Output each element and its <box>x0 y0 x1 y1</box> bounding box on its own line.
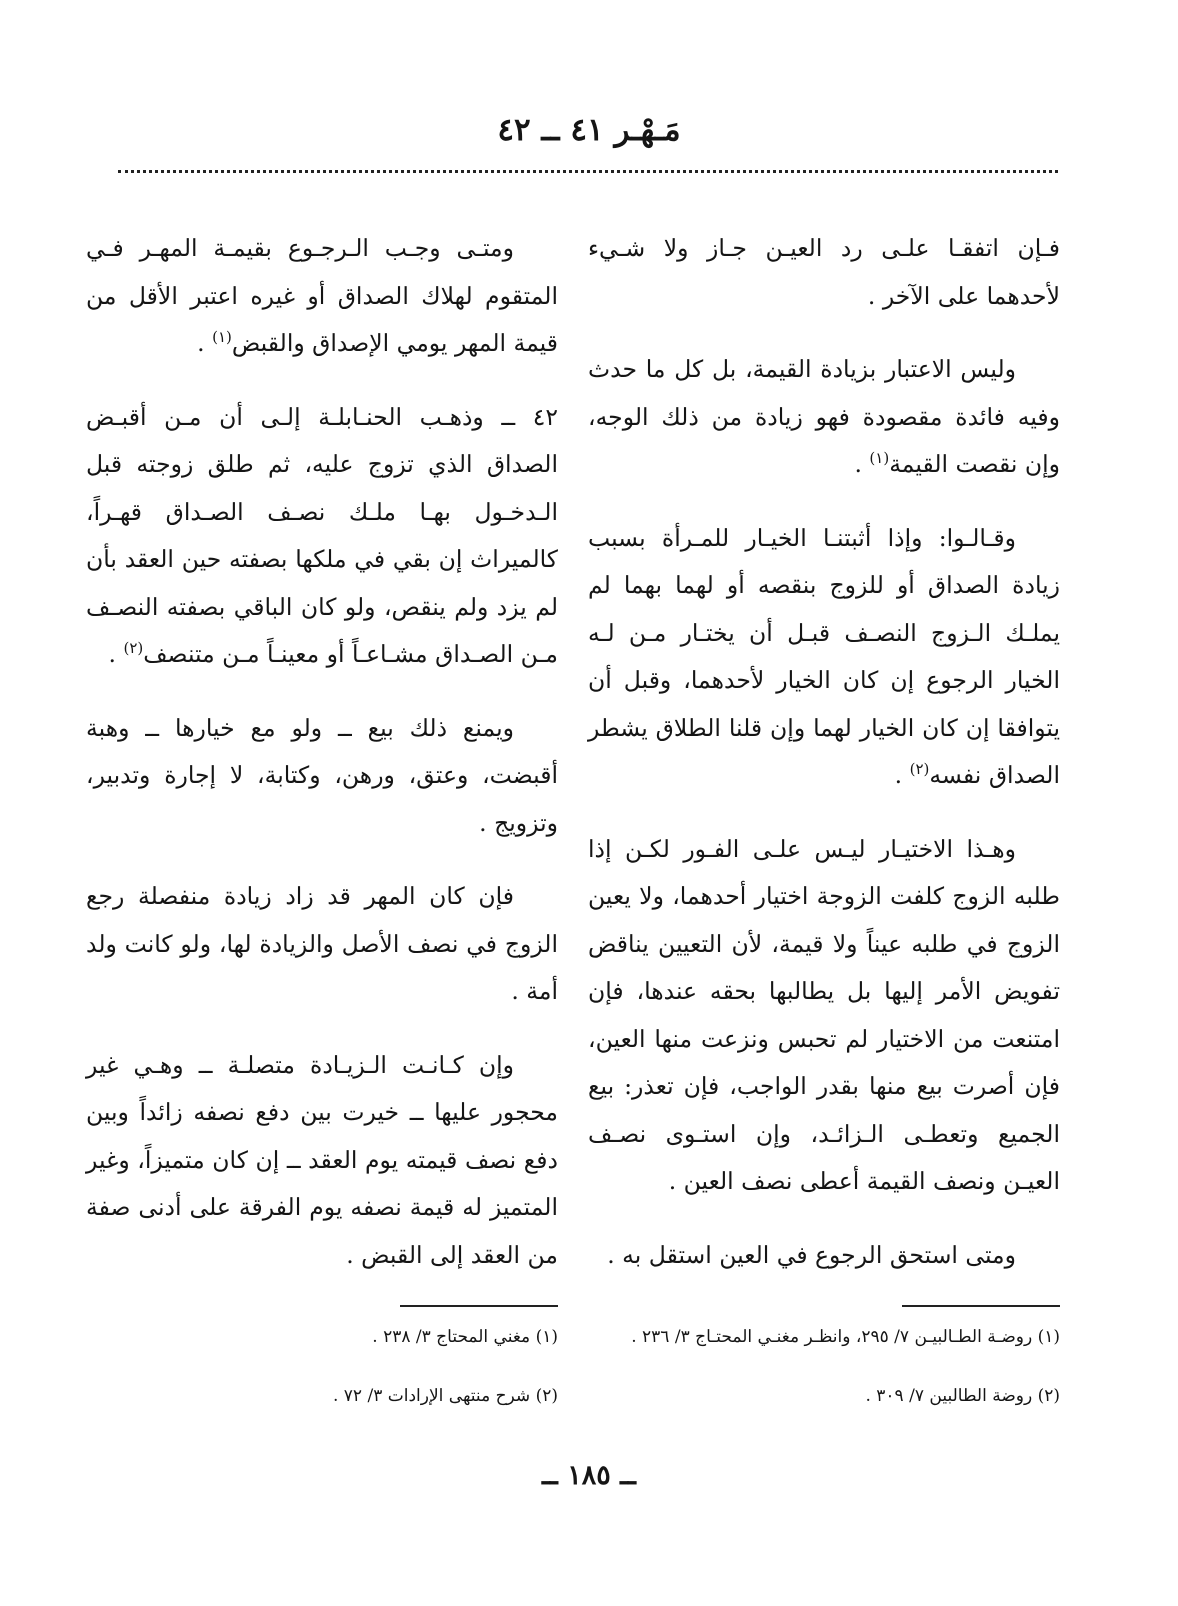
footnote-marker: (٢) <box>909 760 930 779</box>
paragraph: وقـالـوا: وإذا أثبتنـا الخيـار للمـرأة بسبب زيادة الصداق أو للزوج بنقصه أو لهما بهما لم يملـك الـزوج النصـف قبـل أن يختـار مـن لـه الخيار الرجوع إن كان الخيار لأحدهما، وقبل أن يتوافقا إن كان الخيار لهما وإن قلنا الطلاق يشطر الصداق نفسه$^{(٢)}$ . <box>588 523 1060 789</box>
footnote: (٢) شرح منتهى الإرادات ٣/ ٧٢ . <box>332 1386 558 1406</box>
paragraph: فإن كان المهر قد زاد زيادة منفصلة رجع الزوج في نصف الأصل والزيادة لها، ولو كانت ولد أمة . <box>86 882 558 1005</box>
paragraph: فـإن اتفقـا علـى رد العيـن جـاز ولا شـيء لأحدهما على الآخر . <box>588 234 1060 310</box>
running-header: مَـهْـر ٤١ ــ ٤٢ <box>497 112 681 148</box>
paragraph: ومتـى وجـب الـرجـوع بقيمـة المهـر فـي المتقوم لهلاك الصداق أو غيره اعتبر الأقل من قيمة المهر يومي الإصداق والقبض$^{(١)}$ . <box>86 234 558 357</box>
paragraph: ومتى استحق الرجوع في العين استقل به . <box>607 1240 1016 1269</box>
paragraph: ٤٢ ــ وذهـب الحنـابلـة إلـى أن مـن أقبـض الصداق الذي تزوج عليه، ثم طلق زوجته قبل الـدخـول بهـا ملـك نصـف الصـداق قهـراً، كالميراث إن بقي في ملكها بصفته حين العقد بأن لم يزد ولم ينقص، ولو كان الباقي بصفته النصـف مـن الصـداق مشـاعـاً أو معينـاً مـن متنصف$^{(٢)}$ . <box>86 402 558 668</box>
footnote-rule <box>902 1305 1060 1307</box>
footnote-marker: (٢) <box>123 639 144 658</box>
footnote: (٢) روضة الطالبين ٧/ ٣٠٩ . <box>865 1386 1060 1406</box>
left-column <box>86 225 558 1439</box>
right-column <box>588 225 1060 1439</box>
footnote-rule <box>400 1305 558 1307</box>
header-dotted-rule <box>118 170 1058 173</box>
footnote-marker: (١) <box>869 449 890 468</box>
paragraph: وليس الاعتبار بزيادة القيمة، بل كل ما حدث وفيه فائدة مقصودة فهو زيادة من ذلك الوجه، وإن نقصت القيمة$^{(١)}$ . <box>588 355 1060 478</box>
paragraph: ويمنع ذلك بيع ــ ولو مع خيارها ــ وهبة أقبضت، وعتق، ورهن، وكتابة، لا إجارة وتدبير، وتزويج . <box>86 713 558 837</box>
footnote-marker: (١) <box>212 328 232 347</box>
paragraph: وإن كـانـت الـزيـادة متصلـة ــ وهـي غير محجور عليها ــ خيرت بين دفع نصفه زائداً وبين دفع نصف قيمته يوم العقد ــ إن كان متميزاً، وغير المتميز له قيمة نصفه يوم الفرقة على أدنى صفة من العقد إلى القبض . <box>86 1050 558 1269</box>
page-number: ــ ١٨٥ ــ <box>542 1460 636 1491</box>
footnote: (١) روضـة الطـالبيـن ٧/ ٢٩٥، وانظـر مغنـي المحتـاج ٣/ ٢٣٦ . <box>631 1327 1060 1347</box>
paragraph: وهـذا الاختيـار ليـس علـى الفـور لكـن إذا طلبه الزوج كلفت الزوجة اختيار أحدهما، ولا يعين الزوج في طلبه عيناً ولا قيمة، لأن التعيين يناقض تفويض الأمر إليها بل يطالبها بحقه عندها، فإن امتنعت من الاختيار لم تحبس ونزعت منها العين، فإن أصرت بيع منها بقدر الواجب، فإن تعذر: بيع الجميع وتعطـى الـزائـد، وإن استـوى نصـف العيـن ونصف القيمة أعطى نصف العين . <box>588 834 1060 1195</box>
footnote: (١) مغني المحتاج ٣/ ٢٣٨ . <box>372 1327 558 1347</box>
